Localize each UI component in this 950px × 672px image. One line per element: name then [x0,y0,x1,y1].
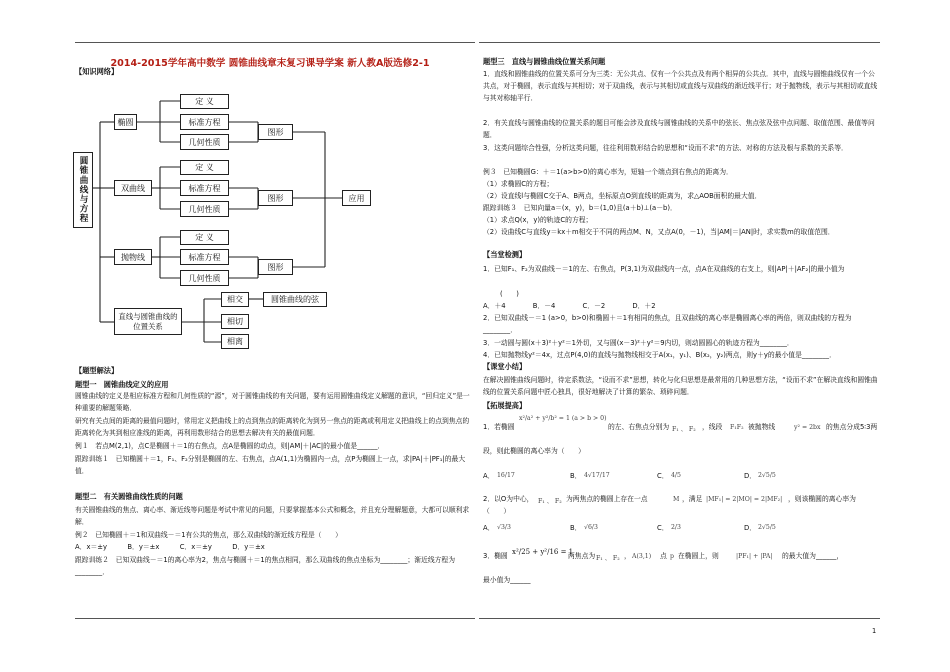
e1opts-option-label: B． [570,472,582,480]
training-3-q2: （2）设曲线C与直线y＝kx＋m相交于不同的两点M、N，又点A(0，－1)，当|AM|＝|AN|时，求实数m的取值范围． [483,228,835,236]
example-1: 例１ 若点M(2,1)，点C是椭圆＋＝1的右焦点，点A是椭圆的动点，则|AM|＋|AC|的最小值是______． [75,442,385,450]
e1opts-option-value: 16/17 [497,472,515,479]
topic-3-heading: 题型三 直线与圆锥曲线位置关系问题 [483,57,606,66]
topic-1-para-2: 研究有关点间的距离的最值问题时，常用定义把曲线上的点到焦点的距离转化为到另一焦点的距离或利用定义把曲线上的点到焦点的距离转化为其到相应准线的距离，再利用数形结合的思想去解决有关的最值问题． [75,417,470,438]
ellipse-graph-node: 图形 [258,124,293,140]
document-title: 2014-2015学年高中数学 圆锥曲线章末复习课导学案 新人教A版选修2-1 [110,58,430,69]
topic-3-para-1: 1．直线和圆锥曲线的位置关系可分为三类：无公共点、仅有一个公共点及有两个相异的公共点．其中，直线与圆锥曲线仅有一个公共点，对于椭圆，表示直线与其相切；对于双曲线，表示与其相切或直线与双曲线的渐近线平行；对于抛物线，表示与其相切或直线与其对称轴平行． [483,70,878,103]
hyperbola-graph-node: 图形 [258,190,293,206]
check-1: 1．已知F₁、F₂为双曲线－＝1的左、右焦点，P(3,1)为双曲线内一点，点A在双曲线的右支上，则|AP|＋|AF₂|的最小值为 [483,265,845,273]
tangent-node: 相切 [221,314,249,329]
example-3-q1: （1）求椭圆C的方程； [483,180,554,188]
ext-1-part-c: ，线段 [702,423,723,431]
training-3: 跟踪训练３ 已知向量a＝(x，y)，b＝(1,0)且(a＋b)⊥(a－b)． [483,204,677,212]
e1opts-option-label: D． [744,472,757,480]
line-curve-label: 直线与圆锥曲线的位置关系 [118,311,178,331]
ext-2-part-b: 为两焦点的椭圆上存在一点 [566,495,648,503]
intersect-node: 相交 [221,292,249,307]
ext-3-point-p: p [670,553,674,560]
methods-heading: 【题型解法】 [75,366,119,375]
topic-1-heading: 题型一 圆锥曲线定义的应用 [75,380,169,389]
topic-3-para-3: 3．这类问题综合性强，分析这类问题，往往利用数形结合的思想和“设而不求”的方法、对称的方法及根与系数的关系等． [483,144,848,152]
ext-3-part-e: 在椭圆上，则 [678,552,719,560]
e1opts-option-label: A． [483,472,495,480]
ext-2-part-d: ，则该椭圆的离心率为 [788,495,856,503]
ext-3-part-b: 两焦点为 [568,552,596,560]
ext-1-part-b: 的左、右焦点分别为 [608,423,670,431]
ext-3-part-f: 的最大值为______， [782,552,844,560]
e1opts-option-value: 4√17/17 [584,472,610,479]
ext-2-part-a: 2．以O为中心， [483,495,534,503]
ext-3-part-c: ， [624,552,631,560]
example-2-options: A．x＝±y B．y＝±x C．x＝±y D．y＝±x [75,543,265,551]
ellipse-node: 椭圆 [114,114,137,130]
ext-1-segment: F₁F₂ [730,424,744,431]
training-2: 跟踪训练２ 已知双曲线－＝1的离心率为2，焦点与椭圆＋＝1的焦点相同，那么双曲线的焦点坐标为________；渐近线方程为________． [75,556,456,577]
e2opts-option-value: 2√5/5 [758,524,776,531]
hyperbola-geometric-node: 几何性质 [180,201,229,217]
e2opts-option-label: C． [657,524,669,532]
training-1: 跟踪训练１ 已知椭圆＋＝1，F₁、F₂分别是椭圆的左、右焦点，点A(1,1)为椭圆内一点，点P为椭圆上一点，求|PA|＋|PF₁|的最大值． [75,455,466,476]
topic-2-para-1: 有关圆锥曲线的焦点、离心率、渐近线等问题是考试中常见的问题，只要掌握基本公式和概念，并且充分理解题意，大都可以顺利求解． [75,506,470,527]
ext-2-point: M [673,496,680,503]
hyperbola-standard-eq-node: 标准方程 [180,180,229,196]
parabola-node: 抛物线 [114,249,152,265]
ext-2-foci: F₁ 、 F₂ [538,498,562,505]
separate-node: 相离 [221,334,249,349]
parabola-definition-node: 定 义 [180,230,229,245]
e1opts-option-label: C． [657,472,669,480]
hyperbola-node: 双曲线 [114,180,152,196]
ext-1-ellipse-formula: x²/a² + y²/b² = 1 (a > b > 0) [519,415,607,422]
hyperbola-definition-node: 定 义 [180,160,229,175]
ext-3-ellipse-formula: x²/25 + y²/16 = 1 [512,548,574,556]
ellipse-definition-node: 定 义 [180,94,229,109]
page-number: 1 [872,627,877,635]
ext-3-part-a: 3．椭圆 [483,552,508,560]
example-3-q2: （2）设直线l与椭圆C交于A、B两点，坐标原点O到直线l的距离为，求△AOB面积的最大值． [483,192,762,200]
ext-1-part-e: 的焦点分成5∶3两 [826,423,878,431]
check-heading: 【当堂检测】 [483,250,527,259]
ext-3-part-d: 点 [660,552,667,560]
e2opts-option-value: 2/3 [671,524,681,531]
ext-1-parabola: y² = 2bx [794,424,821,431]
e1opts-option-value: 2√5/5 [758,472,776,479]
ext-1-foci: F₁ 、 F₂ [672,426,696,433]
ext-3-part-g: 最小值为______ [483,576,531,584]
check-3: 3．一动圆与圆(x＋3)²＋y²＝1外切，又与圆(x－3)²＋y²＝9内切，则动圆圆心的轨迹方程为________． [483,339,794,347]
extension-heading: 【拓展提高】 [483,401,527,410]
ext-3-sum: |PF₁| + |PA| [736,553,773,560]
summary-heading: 【课堂小结】 [483,362,527,371]
training-3-q1: （1）求点Q(x，y)的轨迹C的方程； [483,216,593,224]
line-curve-node [114,308,182,335]
ext-2-part-c: ，满足 [682,495,703,503]
ext-3-foci: F₁ 、 F₂ [596,555,620,562]
ext-1-part-a: 1．若椭圆 [483,423,515,431]
e1opts-option-value: 4/5 [671,472,681,479]
check-2: 2．已知双曲线－＝1 (a>0，b>0)和椭圆＋＝1有相同的焦点，且双曲线的离心率是椭圆离心率的两倍，则双曲线的方程为________． [483,314,852,335]
root-node: 圆锥曲线与方程 [73,152,93,228]
example-2: 例２ 已知椭圆＋＝1和双曲线－＝1有公共的焦点，那么双曲线的渐近线方程是（ ） [75,531,342,539]
ellipse-geometric-node: 几何性质 [180,134,229,150]
e2opts-option-label: D． [744,524,757,532]
ext-2-condition: |MF₁| = 2|MO| = 2|MF₂| [706,496,783,503]
check-1-paren: ( ) [500,290,519,298]
summary-text: 在解决圆锥曲线问题时，待定系数法，“设而不求”思想，转化与化归思想是最常用的几种思想方法，“设而不求”在解决直线和圆锥曲线的位置关系问题中匠心独具，很好地解决了计算的繁杂、琐碎问题． [483,376,878,397]
ellipse-standard-eq-node: 标准方程 [180,114,229,130]
ext-3-point-a: A(3,1) [632,553,652,560]
application-node: 应用 [342,190,371,206]
e2opts-option-value: √3/3 [497,524,511,531]
check-4: 4．已知抛物线y²＝4x，过点P(4,0)的直线与抛物线相交于A(x₁，y₁)、B(x₂，y₂)两点，则y＋y的最小值是________． [483,351,836,359]
parabola-standard-eq-node: 标准方程 [180,249,229,265]
chord-node: 圆锥曲线的弦 [263,292,327,307]
parabola-graph-node: 图形 [258,259,293,275]
topic-1-para-1: 圆锥曲线的定义是相应标准方程和几何性质的“源”，对于圆锥曲线的有关问题，要有运用圆锥曲线定义解题的意识，“回归定义”是一种重要的解题策略． [75,392,470,413]
e2opts-option-label: B． [570,524,582,532]
e2opts-option-value: √6/3 [584,524,598,531]
e2opts-option-label: A． [483,524,495,532]
ext-1-part-d: 被抛物线 [748,423,776,431]
knowledge-heading: 【知识网络】 [75,67,119,76]
check-1-options: A．＋4 B．－4 C．－2 D．＋2 [483,302,656,310]
example-3: 例３ 已知椭圆G：＋＝1(a>b>0)的离心率为，短轴一个端点到右焦点的距离为． [483,168,733,176]
ext-1-part-f: 段，则此椭圆的离心率为（ ） [483,447,585,455]
parabola-geometric-node: 几何性质 [180,270,229,286]
topic-3-para-2: 2．有关直线与圆锥曲线的位置关系的题目可能会涉及直线与圆锥曲线的关系中的弦长、焦点弦及弦中点问题、取值范围、最值等问题． [483,119,875,140]
topic-2-heading: 题型二 有关圆锥曲线性质的问题 [75,492,183,501]
ext-2-part-e: （ ） [483,507,511,515]
